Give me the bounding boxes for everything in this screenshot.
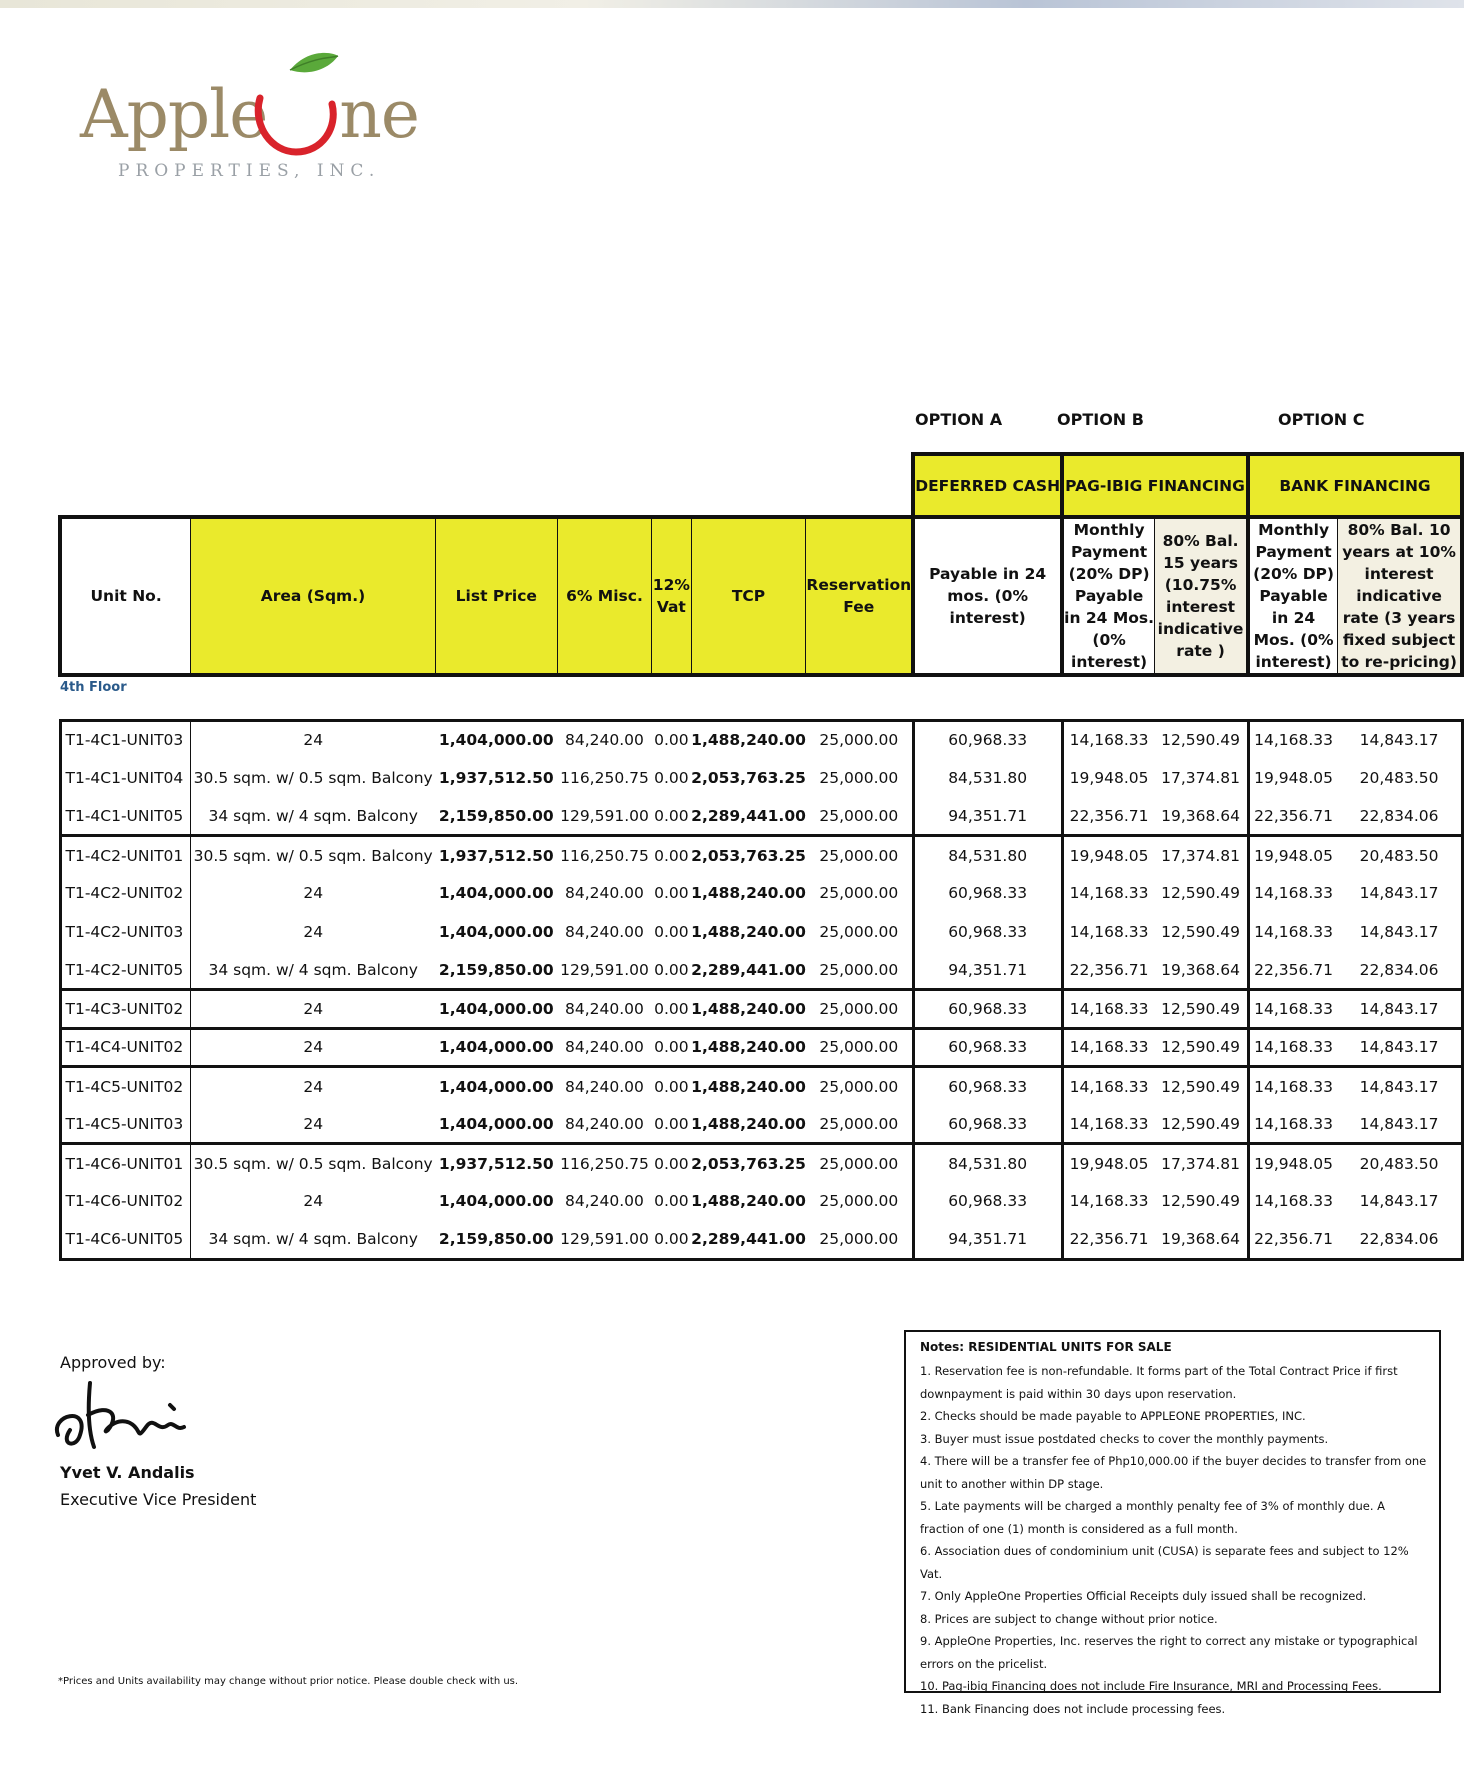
cell-tcp: 2,053,763.25 <box>691 1154 806 1173</box>
cell-tcp: 2,289,441.00 <box>691 1230 806 1248</box>
cell-area: 34 sqm. w/ 4 sqm. Balcony <box>208 806 418 825</box>
cell-pagibig-monthly: 22,356.71 <box>1062 1221 1155 1260</box>
cell-tcp: 1,488,240.00 <box>691 1114 806 1133</box>
table-row <box>60 720 1462 759</box>
note-item: 11. Bank Financing does not include processing fees. <box>920 1701 1226 1716</box>
unit-rows <box>60 720 1462 1259</box>
notes-title: Notes: RESIDENTIAL UNITS FOR SALE <box>920 1340 1172 1354</box>
group-header-row <box>60 454 1462 517</box>
notes-list <box>916 1360 1429 1720</box>
cell-reservation-fee: 25,000.00 <box>819 731 899 749</box>
cell-pagibig-balance: 12,590.49 <box>1161 1114 1240 1133</box>
cell-bank-balance: 14,843.17 <box>1359 922 1439 941</box>
cell-pagibig-monthly: 22,356.71 <box>1062 797 1155 836</box>
cell-deferred-payable: 60,968.33 <box>913 1105 1062 1144</box>
signer-name: Yvet V. Andalis <box>60 1463 195 1482</box>
cell-pagibig-balance: 12,590.49 <box>1161 1077 1240 1096</box>
cell-list-price: 1,404,000.00 <box>438 1038 554 1057</box>
cell-bank-balance: 14,843.17 <box>1359 1077 1439 1096</box>
cell-pagibig-monthly: 14,168.33 <box>1062 1067 1155 1106</box>
cell-bank-monthly: 14,168.33 <box>1248 1182 1338 1221</box>
option-b-label: OPTION B <box>1057 410 1144 429</box>
table-row <box>60 1221 1462 1260</box>
cell-pagibig-monthly: 14,168.33 <box>1062 1182 1155 1221</box>
cell-tcp: 2,053,763.25 <box>691 768 806 787</box>
cell-vat: 0.00 <box>654 922 689 941</box>
cell-pagibig-balance: 12,590.49 <box>1161 884 1240 903</box>
cell-area: 24 <box>303 1038 324 1057</box>
cell-vat: 0.00 <box>654 806 689 825</box>
cell-deferred-payable: 60,968.33 <box>913 720 1062 759</box>
cell-pagibig-monthly: 22,356.71 <box>1062 951 1155 990</box>
option-a-label: OPTION A <box>915 410 1003 429</box>
cell-area: 30.5 sqm. w/ 0.5 sqm. Balcony <box>193 1154 433 1173</box>
cell-pagibig-monthly: 14,168.33 <box>1062 1105 1155 1144</box>
cell-tcp: 1,488,240.00 <box>691 731 806 749</box>
cell-bank-balance: 14,843.17 <box>1359 1192 1439 1211</box>
cell-unit-no: T1-4C1-UNIT03 <box>60 720 191 759</box>
table-row <box>60 797 1462 836</box>
floor-spacer-row <box>60 675 1462 720</box>
cell-deferred-payable: 60,968.33 <box>913 990 1062 1029</box>
cell-list-price: 1,937,512.50 <box>438 846 554 865</box>
cell-bank-balance: 14,843.17 <box>1359 1038 1439 1057</box>
note-item: 1. Reservation fee is non-refundable. It forms part of the Total Contract Price if first downpayment is paid within 30 days upon reservation. <box>920 1364 1398 1401</box>
cell-deferred-payable: 94,351.71 <box>913 797 1062 836</box>
cell-deferred-payable: 94,351.71 <box>913 1221 1062 1260</box>
cell-reservation-fee: 25,000.00 <box>819 960 899 979</box>
cell-deferred-payable: 84,531.80 <box>913 836 1062 875</box>
table-row <box>60 1105 1462 1144</box>
cell-reservation-fee: 25,000.00 <box>819 806 899 825</box>
cell-area: 24 <box>303 1077 324 1096</box>
cell-reservation-fee: 25,000.00 <box>819 1192 899 1211</box>
col-list-price: List Price <box>435 517 557 675</box>
cell-bank-balance: 20,483.50 <box>1359 1154 1439 1173</box>
cell-bank-monthly: 14,168.33 <box>1248 1028 1338 1067</box>
availability-footnote: *Prices and Units availability may change without prior notice. Please double check with us. <box>58 1676 519 1687</box>
cell-unit-no: T1-4C5-UNIT02 <box>60 1067 191 1106</box>
cell-list-price: 1,404,000.00 <box>438 1077 554 1096</box>
option-c-label: OPTION C <box>1278 410 1365 429</box>
floor-label: 4th Floor <box>60 680 127 695</box>
col-bank-monthly: Monthly Payment (20% DP) Payable in 24 Mos. (0% interest) <box>1248 517 1338 675</box>
column-header-row <box>60 517 1462 675</box>
cell-reservation-fee: 25,000.00 <box>819 768 899 787</box>
cell-tcp: 1,488,240.00 <box>691 999 806 1018</box>
cell-misc: 116,250.75 <box>560 1154 649 1173</box>
cell-vat: 0.00 <box>654 1230 689 1248</box>
cell-bank-balance: 14,843.17 <box>1359 731 1439 749</box>
col-reservation-fee: Reservation Fee <box>806 517 913 675</box>
cell-area: 30.5 sqm. w/ 0.5 sqm. Balcony <box>193 846 433 865</box>
table-row <box>60 1144 1462 1183</box>
note-item: 9. AppleOne Properties, Inc. reserves the right to correct any mistake or typographical errors on the pricelist. <box>920 1634 1418 1671</box>
cell-unit-no: T1-4C2-UNIT02 <box>60 874 191 913</box>
cell-pagibig-balance: 12,590.49 <box>1161 999 1240 1018</box>
table-row <box>60 913 1462 952</box>
cell-misc: 84,240.00 <box>565 731 644 749</box>
cell-list-price: 1,404,000.00 <box>438 999 554 1018</box>
cell-bank-monthly: 22,356.71 <box>1248 797 1338 836</box>
cell-pagibig-monthly: 14,168.33 <box>1062 990 1155 1029</box>
cell-misc: 84,240.00 <box>565 1114 644 1133</box>
approved-by-label: Approved by: <box>60 1353 166 1372</box>
col-misc: 6% Misc. <box>557 517 651 675</box>
cell-bank-monthly: 14,168.33 <box>1248 1067 1338 1106</box>
cell-area: 34 sqm. w/ 4 sqm. Balcony <box>208 1230 418 1248</box>
cell-bank-monthly: 14,168.33 <box>1248 874 1338 913</box>
cell-misc: 84,240.00 <box>565 884 644 903</box>
col-deferred-payable: Payable in 24 mos. (0% interest) <box>913 517 1062 675</box>
cell-pagibig-balance: 12,590.49 <box>1161 922 1240 941</box>
cell-bank-monthly: 14,168.33 <box>1248 990 1338 1029</box>
cell-unit-no: T1-4C2-UNIT03 <box>60 913 191 952</box>
signer-title: Executive Vice President <box>60 1490 257 1509</box>
cell-tcp: 1,488,240.00 <box>691 884 806 903</box>
table-row <box>60 836 1462 875</box>
cell-deferred-payable: 60,968.33 <box>913 874 1062 913</box>
cell-unit-no: T1-4C2-UNIT05 <box>60 951 191 990</box>
notes-box <box>904 1330 1441 1716</box>
table-row <box>60 759 1462 798</box>
cell-pagibig-balance: 17,374.81 <box>1161 846 1240 865</box>
table-row <box>60 874 1462 913</box>
cell-reservation-fee: 25,000.00 <box>819 922 899 941</box>
cell-unit-no: T1-4C6-UNIT05 <box>60 1221 191 1260</box>
cell-tcp: 1,488,240.00 <box>691 922 806 941</box>
cell-reservation-fee: 25,000.00 <box>819 846 899 865</box>
cell-pagibig-balance: 12,590.49 <box>1161 1038 1240 1057</box>
cell-list-price: 1,404,000.00 <box>438 884 554 903</box>
cell-deferred-payable: 60,968.33 <box>913 913 1062 952</box>
apple-icon <box>238 48 358 158</box>
cell-vat: 0.00 <box>654 1038 689 1057</box>
cell-list-price: 1,404,000.00 <box>438 731 554 749</box>
cell-vat: 0.00 <box>654 1114 689 1133</box>
col-vat: 12% Vat <box>652 517 692 675</box>
cell-vat: 0.00 <box>654 999 689 1018</box>
cell-misc: 84,240.00 <box>565 1077 644 1096</box>
cell-tcp: 1,488,240.00 <box>691 1038 806 1057</box>
cell-unit-no: T1-4C5-UNIT03 <box>60 1105 191 1144</box>
cell-area: 30.5 sqm. w/ 0.5 sqm. Balcony <box>193 768 433 787</box>
cell-area: 24 <box>303 922 324 941</box>
cell-misc: 84,240.00 <box>565 922 644 941</box>
cell-unit-no: T1-4C6-UNIT01 <box>60 1144 191 1183</box>
cell-unit-no: T1-4C3-UNIT02 <box>60 990 191 1029</box>
cell-tcp: 2,289,441.00 <box>691 806 806 825</box>
cell-reservation-fee: 25,000.00 <box>819 1154 899 1173</box>
cell-list-price: 1,404,000.00 <box>438 1114 554 1133</box>
cell-bank-monthly: 19,948.05 <box>1248 836 1338 875</box>
cell-pagibig-balance: 12,590.49 <box>1161 1192 1240 1211</box>
note-item: 2. Checks should be made payable to APPLEONE PROPERTIES, INC. <box>920 1409 1306 1423</box>
cell-list-price: 2,159,850.00 <box>438 1230 554 1248</box>
cell-vat: 0.00 <box>654 1192 689 1211</box>
cell-misc: 84,240.00 <box>565 1192 644 1211</box>
cell-misc: 84,240.00 <box>565 1038 644 1057</box>
cell-tcp: 2,053,763.25 <box>691 846 806 865</box>
cell-deferred-payable: 60,968.33 <box>913 1028 1062 1067</box>
logo-tagline: PROPERTIES, INC. <box>118 161 381 181</box>
cell-reservation-fee: 25,000.00 <box>819 999 899 1018</box>
note-item: 4. There will be a transfer fee of Php10,000.00 if the buyer decides to transfer from one unit to another within DP stage. <box>920 1454 1427 1491</box>
cell-bank-monthly: 14,168.33 <box>1248 720 1338 759</box>
cell-pagibig-balance: 19,368.64 <box>1161 1230 1240 1248</box>
signature-image <box>50 1375 210 1455</box>
col-area: Area (Sqm.) <box>191 517 435 675</box>
cell-pagibig-monthly: 19,948.05 <box>1062 759 1155 798</box>
cell-bank-balance: 20,483.50 <box>1359 768 1439 787</box>
cell-pagibig-monthly: 14,168.33 <box>1062 913 1155 952</box>
cell-bank-monthly: 22,356.71 <box>1248 1221 1338 1260</box>
cell-pagibig-balance: 12,590.49 <box>1161 731 1240 749</box>
cell-pagibig-monthly: 14,168.33 <box>1062 720 1155 759</box>
cell-misc: 84,240.00 <box>565 999 644 1018</box>
cell-area: 24 <box>303 1192 324 1211</box>
top-banner-strip <box>0 0 1464 8</box>
cell-misc: 116,250.75 <box>560 768 649 787</box>
cell-bank-balance: 22,834.06 <box>1359 1230 1439 1248</box>
cell-bank-monthly: 14,168.33 <box>1248 1105 1338 1144</box>
cell-unit-no: T1-4C6-UNIT02 <box>60 1182 191 1221</box>
note-item: 3. Buyer must issue postdated checks to cover the monthly payments. <box>920 1431 1329 1446</box>
cell-misc: 129,591.00 <box>560 806 649 825</box>
note-item: 6. Association dues of condominium unit (CUSA) is separate fees and subject to 12% Vat. <box>920 1544 1409 1581</box>
cell-unit-no: T1-4C1-UNIT05 <box>60 797 191 836</box>
cell-deferred-payable: 84,531.80 <box>913 1144 1062 1183</box>
note-item: 8. Prices are subject to change without prior notice. <box>920 1611 1218 1626</box>
cell-bank-balance: 14,843.17 <box>1359 999 1439 1018</box>
price-list-table <box>58 452 1464 1261</box>
cell-tcp: 1,488,240.00 <box>691 1077 806 1096</box>
cell-bank-monthly: 22,356.71 <box>1248 951 1338 990</box>
cell-list-price: 1,404,000.00 <box>438 922 554 941</box>
table-row <box>60 1182 1462 1221</box>
cell-pagibig-balance: 19,368.64 <box>1161 960 1240 979</box>
group-pagibig-financing: PAG-IBIG FINANCING <box>1062 454 1248 517</box>
group-bank-financing: BANK FINANCING <box>1248 454 1462 517</box>
cell-pagibig-monthly: 14,168.33 <box>1062 1028 1155 1067</box>
table-row <box>60 1067 1462 1106</box>
cell-list-price: 1,404,000.00 <box>438 1192 554 1211</box>
cell-vat: 0.00 <box>654 960 689 979</box>
cell-area: 24 <box>303 731 324 749</box>
cell-area: 34 sqm. w/ 4 sqm. Balcony <box>208 960 418 979</box>
cell-reservation-fee: 25,000.00 <box>819 1077 899 1096</box>
cell-list-price: 2,159,850.00 <box>438 806 554 825</box>
logo-text-ne: ne <box>339 76 419 153</box>
cell-reservation-fee: 25,000.00 <box>819 1038 899 1057</box>
cell-list-price: 1,937,512.50 <box>438 768 554 787</box>
cell-deferred-payable: 84,531.80 <box>913 759 1062 798</box>
col-unit-no: Unit No. <box>60 517 191 675</box>
cell-bank-balance: 22,834.06 <box>1359 806 1439 825</box>
cell-deferred-payable: 60,968.33 <box>913 1182 1062 1221</box>
cell-reservation-fee: 25,000.00 <box>819 1114 899 1133</box>
cell-misc: 129,591.00 <box>560 960 649 979</box>
logo-text-apple: Apple <box>80 76 268 153</box>
cell-pagibig-monthly: 14,168.33 <box>1062 874 1155 913</box>
cell-tcp: 1,488,240.00 <box>691 1192 806 1211</box>
cell-pagibig-balance: 17,374.81 <box>1161 768 1240 787</box>
cell-vat: 0.00 <box>654 1154 689 1173</box>
cell-list-price: 2,159,850.00 <box>438 960 554 979</box>
cell-bank-balance: 22,834.06 <box>1359 960 1439 979</box>
cell-bank-balance: 20,483.50 <box>1359 846 1439 865</box>
cell-pagibig-balance: 17,374.81 <box>1161 1154 1240 1173</box>
table-row <box>60 990 1462 1029</box>
cell-deferred-payable: 94,351.71 <box>913 951 1062 990</box>
cell-bank-balance: 14,843.17 <box>1359 1114 1439 1133</box>
cell-reservation-fee: 25,000.00 <box>819 1230 899 1248</box>
cell-bank-balance: 14,843.17 <box>1359 884 1439 903</box>
cell-vat: 0.00 <box>654 846 689 865</box>
table-row <box>60 951 1462 990</box>
cell-vat: 0.00 <box>654 768 689 787</box>
cell-vat: 0.00 <box>654 731 689 749</box>
cell-unit-no: T1-4C1-UNIT04 <box>60 759 191 798</box>
cell-pagibig-monthly: 19,948.05 <box>1062 1144 1155 1183</box>
cell-pagibig-monthly: 19,948.05 <box>1062 836 1155 875</box>
cell-area: 24 <box>303 1114 324 1133</box>
note-item: 7. Only AppleOne Properties Official Receipts duly issued shall be recognized. <box>920 1589 1367 1603</box>
cell-misc: 116,250.75 <box>560 846 649 865</box>
cell-deferred-payable: 60,968.33 <box>913 1067 1062 1106</box>
col-pagibig-balance: 80% Bal. 15 years (10.75% interest indicative rate ) <box>1155 517 1248 675</box>
cell-bank-monthly: 19,948.05 <box>1248 759 1338 798</box>
note-item: 10. Pag-ibig Financing does not include Fire Insurance, MRI and Processing Fees. <box>920 1679 1382 1693</box>
appleone-logo <box>80 48 440 188</box>
cell-vat: 0.00 <box>654 884 689 903</box>
col-pagibig-monthly: Monthly Payment (20% DP) Payable in 24 Mos. (0% interest) <box>1062 517 1155 675</box>
table-row <box>60 1028 1462 1067</box>
cell-list-price: 1,937,512.50 <box>438 1154 554 1173</box>
cell-bank-monthly: 14,168.33 <box>1248 913 1338 952</box>
cell-area: 24 <box>303 884 324 903</box>
group-deferred-cash: DEFERRED CASH <box>913 454 1062 517</box>
cell-reservation-fee: 25,000.00 <box>819 884 899 903</box>
cell-pagibig-balance: 19,368.64 <box>1161 806 1240 825</box>
cell-tcp: 2,289,441.00 <box>691 960 806 979</box>
cell-bank-monthly: 19,948.05 <box>1248 1144 1338 1183</box>
cell-vat: 0.00 <box>654 1077 689 1096</box>
cell-misc: 129,591.00 <box>560 1230 649 1248</box>
cell-area: 24 <box>303 999 324 1018</box>
col-tcp: TCP <box>691 517 806 675</box>
col-bank-balance: 80% Bal. 10 years at 10% interest indicative rate (3 years fixed subject to re-pricing) <box>1338 517 1462 675</box>
cell-unit-no: T1-4C2-UNIT01 <box>60 836 191 875</box>
cell-unit-no: T1-4C4-UNIT02 <box>60 1028 191 1067</box>
note-item: 5. Late payments will be charged a monthly penalty fee of 3% of monthly due. A fraction of one (1) month is considered as a full month. <box>920 1499 1386 1536</box>
